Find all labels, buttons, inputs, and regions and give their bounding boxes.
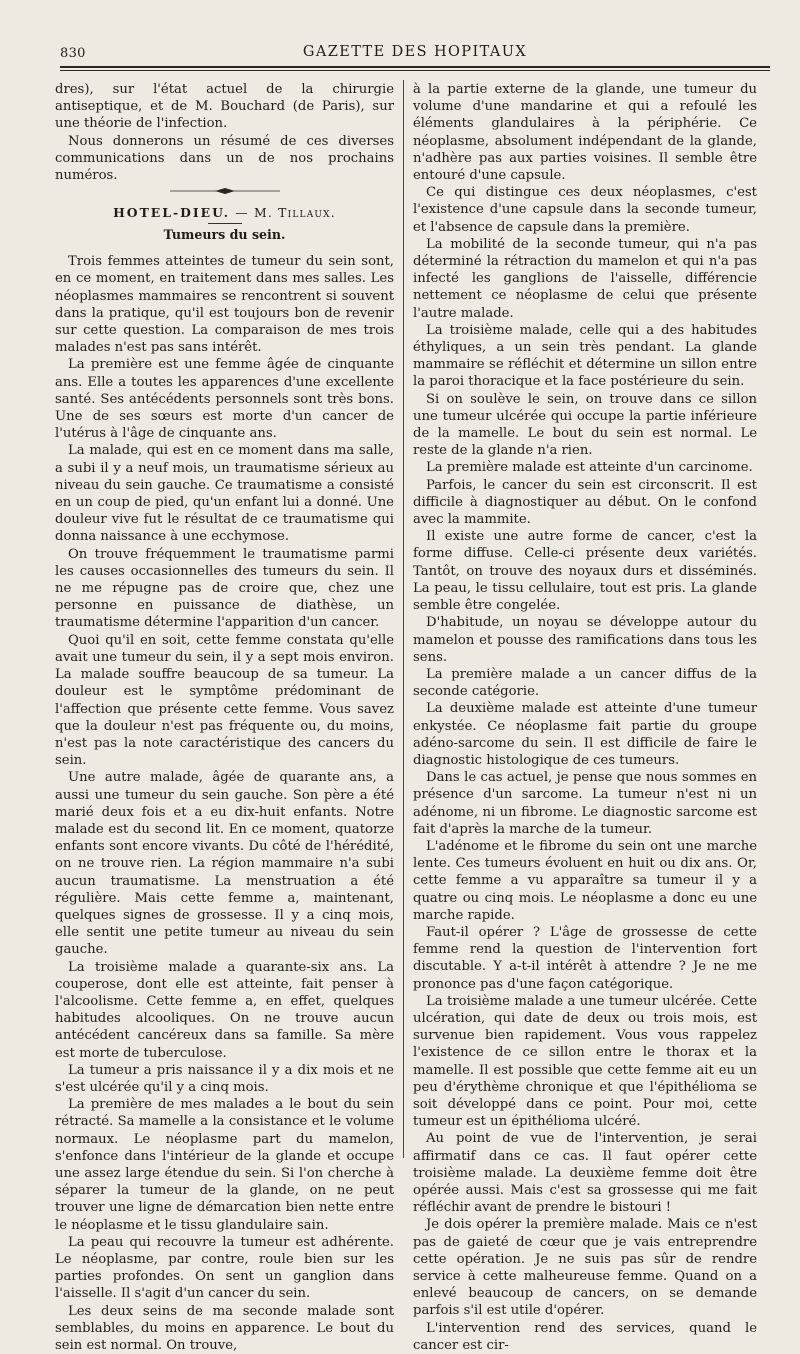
body-paragraph: La première de mes malades a le bout du sein rétracté. Sa mamelle a la consistance et le volume normaux. Le néoplasme part du mamelon, s'enfonce dans l'intérieur de la glande et occupe une assez large étendue du sein. Si l'on cherche à séparer la tumeur de la glande, on ne peut trouver une ligne de démarcation bien nette entre le néoplasme et le tissu glandulaire sain. [55,1097,394,1233]
body-paragraph: La malade, qui est en ce moment dans ma salle, a subi il y a neuf mois, un traumatisme sérieux au niveau du sein gauche. Ce traumatisme a consisté en un coup de pied, qu'un enfant lui a donné. Une douleur vive fut le résultat de ce traumatisme qui donna naissance à une ecchymose. [55,443,394,545]
body-paragraph: La première est une femme âgée de cinquante ans. Elle a toutes les apparences d'une excellente santé. Ses antécédents personnels sont très bons. Une de ses sœurs est morte d'un cancer de l'utérus à l'âge de cinquante ans. [55,357,394,442]
intro-paragraph: Nous donnerons un résumé de ces diverses communications dans un de nos prochains numéros. [55,133,394,184]
body-paragraph: L'adénome et le fibrome du sein ont une marche lente. Ces tumeurs évoluent en huit ou dix ans. Or, cette femme a vu apparaître sa tumeur il y a quatre ou cinq mois. Le néoplasme a donc eu une marche rapide. [413,838,757,923]
body-paragraph: La première malade a un cancer diffus de la seconde catégorie. [413,666,757,700]
ornamental-rule-icon [170,187,280,195]
body-paragraph: On trouve fréquemment le traumatisme parmi les causes occasionnelles des tumeurs du sein. Il ne me répugne pas de croire que, chez une personne en puissance de diathèse, un traumatisme détermine l'apparition d'un cancer. [55,546,394,631]
journal-title: GAZETTE DES HOPITAUX [302,44,528,60]
heading-dash: — [235,205,249,221]
body-paragraph: La deuxième malade est atteinte d'une tumeur enkystée. Ce néoplasme fait partie du groupe adéno-sarcome du sein. Il est difficile de faire le diagnostic histologique de ces tumeurs. [413,701,757,768]
left-column [55,81,394,1354]
body-paragraph: Les deux seins de ma seconde malade sont semblables, du moins en apparence. Le bout du sein est normal. On trouve, [55,1303,394,1354]
body-paragraph: La troisième malade, celle qui a des habitudes éthyliques, a un sein très pendant. La glande mammaire se réfléchit et détermine un sillon entre la paroi thoracique et la face postérieure du sein. [413,322,757,390]
page-number: 830 [60,46,86,61]
body-paragraph: à la partie externe de la glande, une tumeur du volume d'une mandarine et qui a refoulé les éléments glandulaires à la périphérie. Ce néoplasme, absolument indépendant de la glande, n'adhère pas aux parties voisines. Il semble être entouré d'une capsule. [413,82,757,184]
section-heading [55,205,394,221]
body-paragraph: D'habitude, un noyau se développe autour du mamelon et pousse des ramifications dans tous les sens. [413,615,757,665]
body-paragraph: Quoi qu'il en soit, cette femme constata qu'elle avait une tumeur du sein, il y a sept mois environ. La malade souffre beaucoup de sa tumeur. La douleur est le symptôme prédominant de l'affection que présente cette femme. Vous savez que la douleur n'est pas fréquente ou, du moins, n'est pas la note caractéristique des cancers du sein. [55,632,394,769]
header-rule-thin [60,70,770,71]
body-paragraph: Faut-il opérer ? L'âge de grossesse de cette femme rend la question de l'intervention fort discutable. Y a-t-il intérêt à attendre ? Je ne me prononce pas d'une façon catégorique. [413,924,757,992]
body-paragraph: Ce qui distingue ces deux néoplasmes, c'est l'existence d'une capsule dans la seconde tumeur, et l'absence de capsule dans la première. [413,185,757,235]
body-paragraph: La troisième malade a quarante-six ans. La couperose, dont elle est atteinte, fait penser à l'alcoolisme. Cette femme a, en effet, quelques habitudes alcooliques. On ne trouve aucun antécédent cancéreux dans sa famille. Sa mère est morte de tuberculose. [55,959,394,1061]
short-rule [208,223,242,224]
body-paragraph: Dans le cas actuel, je pense que nous sommes en présence d'un sarcome. La tumeur n'est ni un adénome, ni un fibrome. Le diagnostic sarcome est fait d'après la marche de la tumeur. [413,770,757,837]
column-divider [403,80,404,1158]
body-paragraph: Si on soulève le sein, on trouve dans ce sillon une tumeur ulcérée qui occupe la partie inférieure de la mamelle. Le bout du sein est normal. Le reste de la glande n'a rien. [413,391,757,459]
body-paragraph: Trois femmes atteintes de tumeur du sein sont, en ce moment, en traitement dans mes salles. Les néoplasmes mammaires se rencontrent si souvent dans la pratique, qu'il est toujours bon de revenir sur cette question. La comparaison de mes trois malades n'est pas sans intérêt. [55,254,394,356]
hospital-name: HOTEL-DIEU. [113,205,231,221]
body-paragraph: Il existe une autre forme de cancer, c'est la forme diffuse. Celle-ci présente deux variétés. Tantôt, on trouve des noyaux durs et disséminés. La peau, le tissu cellulaire, tout est pris. La glande semble être congelée. [413,529,757,614]
article-subtitle: Tumeurs du sein. [163,227,286,243]
body-paragraph: La troisième malade a une tumeur ulcérée. Cette ulcération, qui date de deux ou trois mois, est survenue bien rapidement. Vous vous rappelez l'existence de ce sillon entre le thorax et la mamelle. Il est possible que cette femme ait eu un peu d'érythème chronique et que l'épithélioma se soit développé dans ce point. Pour moi, cette tumeur est un épithélioma ulcéré. [413,993,757,1130]
body-paragraph: Au point de vue de l'intervention, je serai affirmatif dans ce cas. Il faut opérer cette troisième malade. La deuxième femme doit être opérée aussi. Mais c'est sa grossesse qui me fait réfléchir avant de prendre le bistouri ! [413,1131,757,1216]
body-paragraph: La mobilité de la seconde tumeur, qui n'a pas déterminé la rétraction du mamelon et qui n'a pas infecté les ganglions de l'aisselle, différencie nettement ce néoplasme de celui que présente l'autre malade. [413,236,757,321]
body-paragraph: L'intervention rend des services, quand le cancer est cir- [413,1320,757,1353]
header-rule-thick [60,66,770,68]
body-paragraph: La peau qui recouvre la tumeur est adhérente. Le néoplasme, par contre, roule bien sur les parties profondes. On sent un ganglion dans l'aisselle. Il s'agit d'un cancer du sein. [55,1234,394,1302]
page-header [60,40,770,66]
body-paragraph: Une autre malade, âgée de quarante ans, a aussi une tumeur du sein gauche. Son père a été marié deux fois et a eu dix-huit enfants. Notre malade est du second lit. En ce moment, quatorze enfants sont encore vivants. Du côté de l'hérédité, on ne trouve rien. La région mammaire n'a subi aucun traumatisme. La menstruation a été régulière. Mais cette femme a, maintenant, quelques signes de grossesse. Il y a cinq mois, elle sentit une petite tumeur au niveau du sein gauche. [55,770,394,958]
doctor-name: M. Tillaux. [253,205,336,221]
body-paragraph: La première malade est atteinte d'un carcinome. [426,460,753,476]
right-column [413,81,757,1354]
intro-paragraph: dres), sur l'état actuel de la chirurgie antiseptique, et de M. Bouchard (de Paris), sur une théorie de l'infection. [55,82,394,132]
body-paragraph: La tumeur a pris naissance il y a dix mois et ne s'est ulcérée qu'il y a cinq mois. [55,1062,394,1095]
body-paragraph: Parfois, le cancer du sein est circonscrit. Il est difficile à diagnostiquer au début. On le confond avec la mammite. [413,477,757,528]
body-paragraph: Je dois opérer la première malade. Mais ce n'est pas de gaieté de cœur que je vais entreprendre cette opération. Je ne suis pas sûr de rendre service à cette malheureuse femme. Quand on a enlevé beaucoup de cancers, on se demande parfois s'il est utile d'opérer. [413,1217,757,1319]
